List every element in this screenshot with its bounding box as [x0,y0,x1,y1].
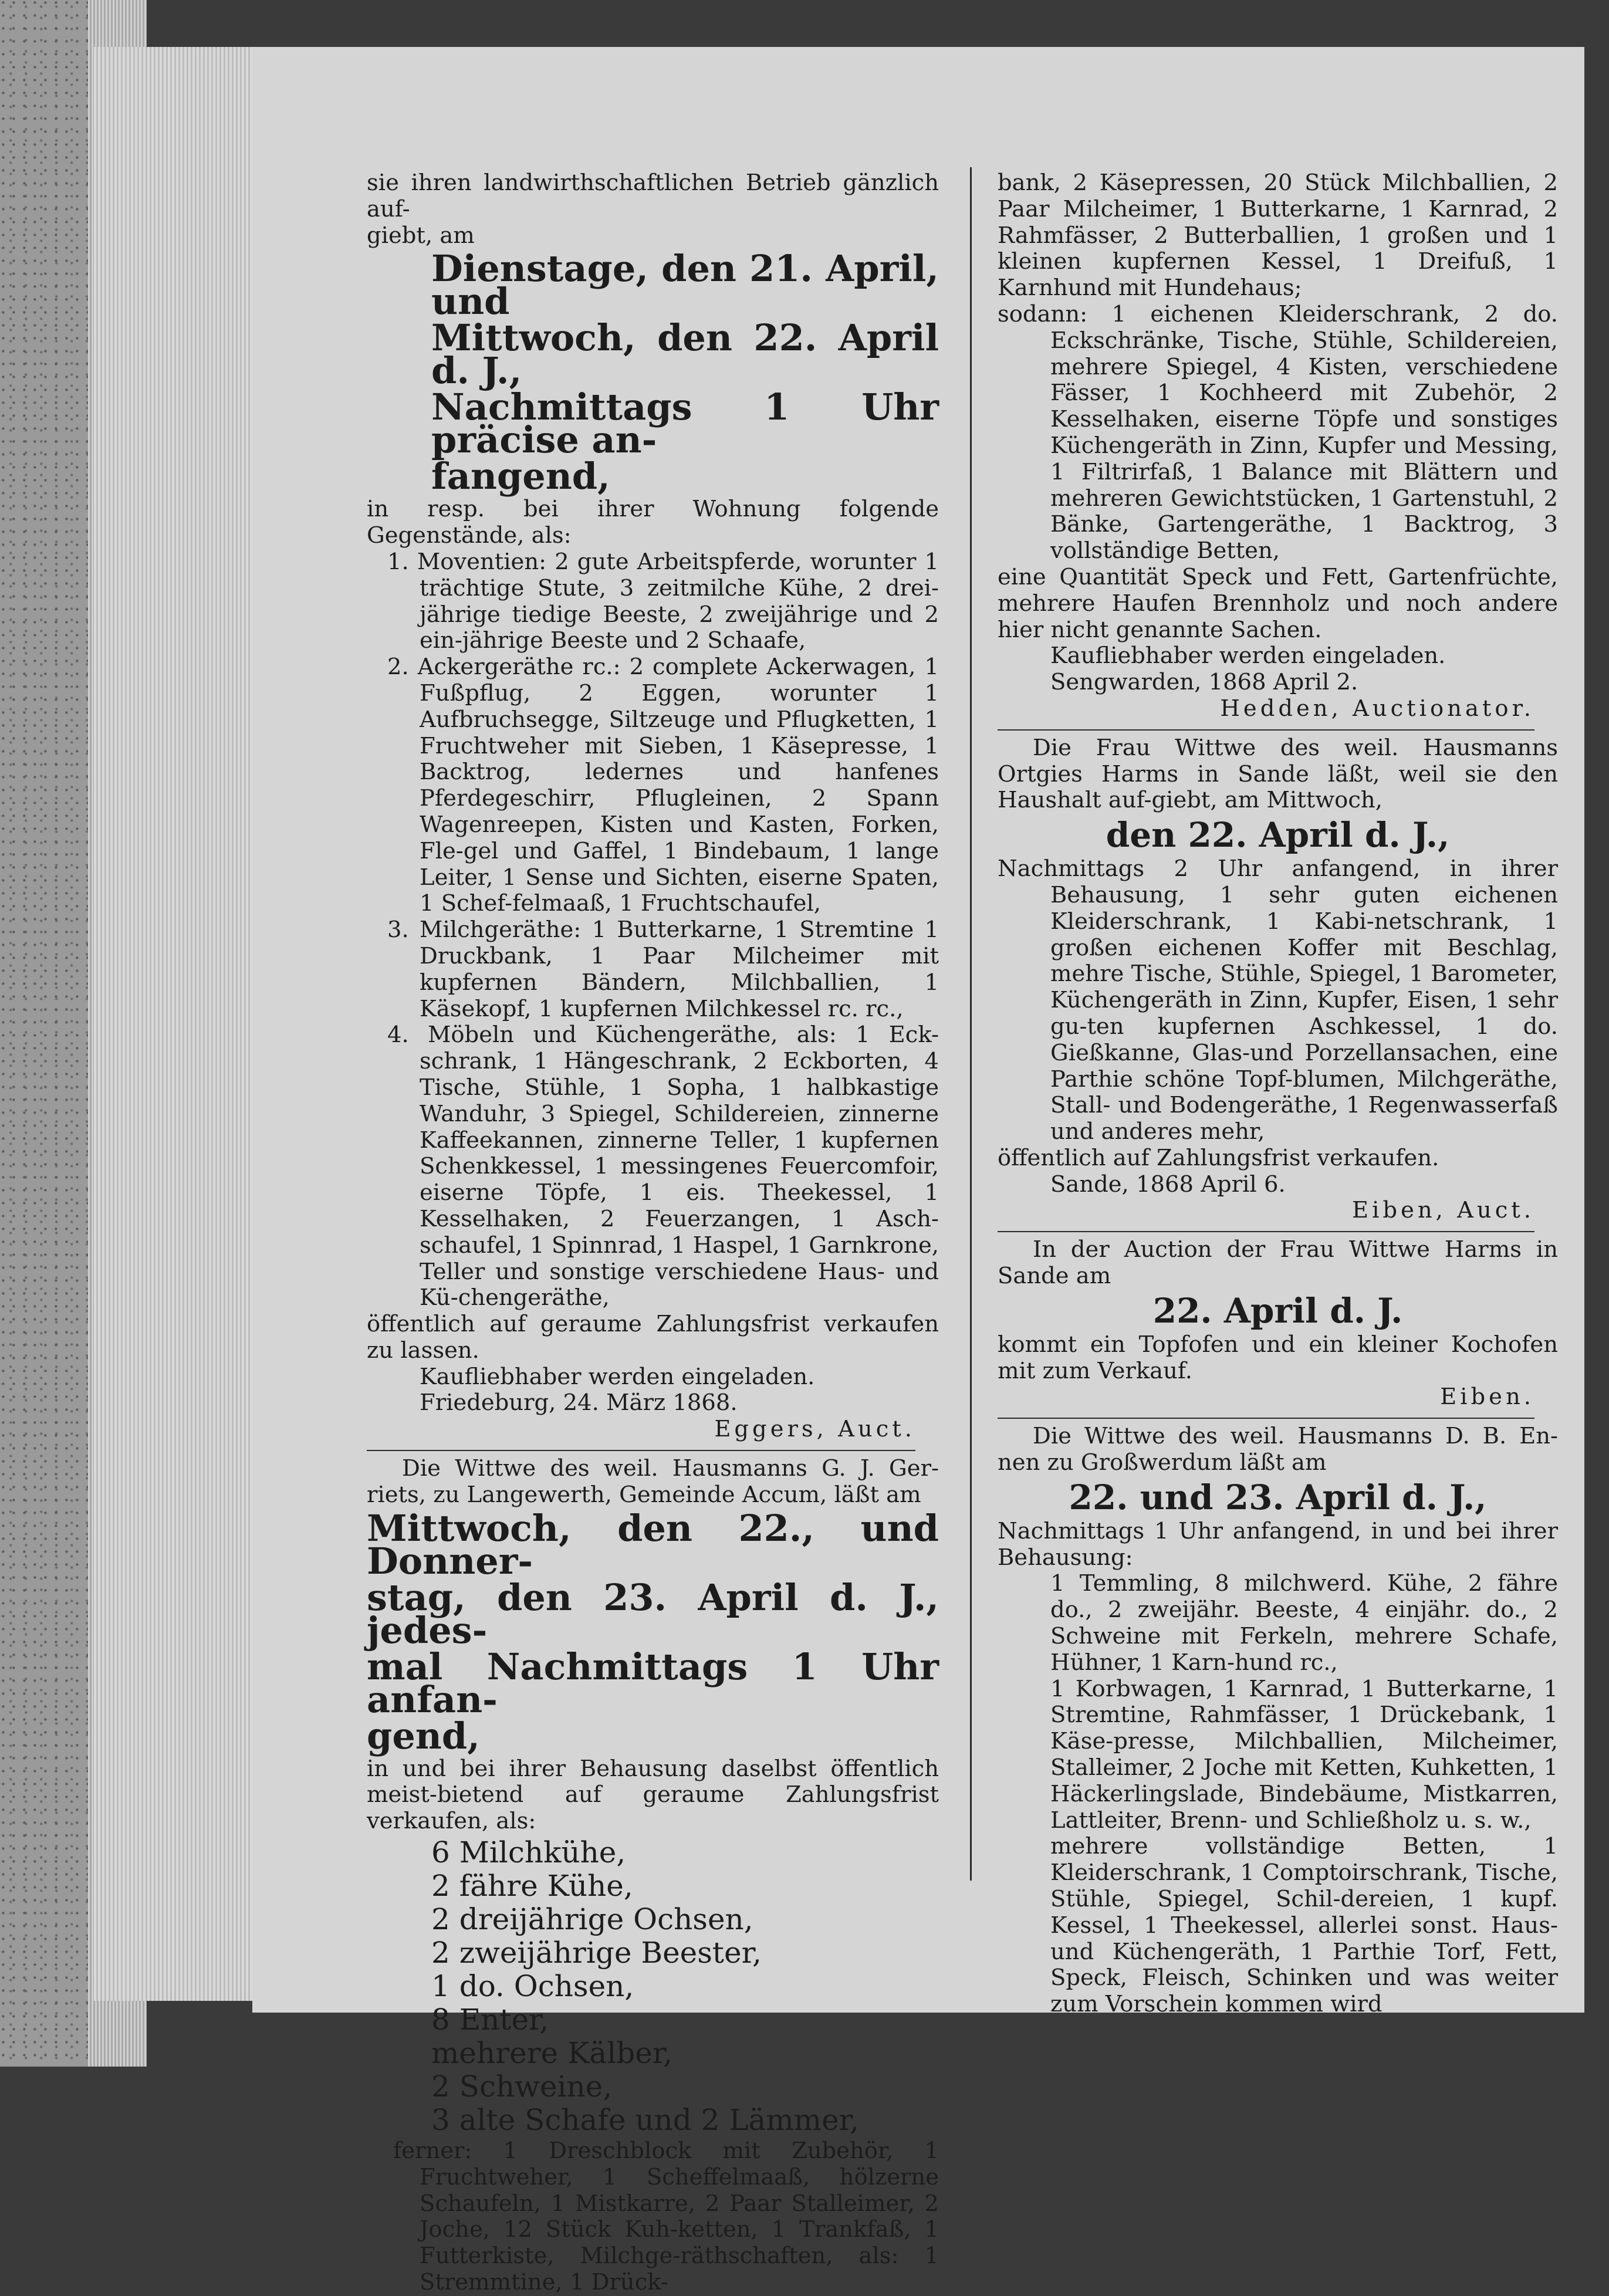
heading-line: stag, den 23. April d. J., jedes- [367,1575,939,1652]
text-line: mehrere vollständige Betten, 1 Kleiderschrank, 1 Comptoirschrank, Tische, Stühle, Spiegel, Schil-dereien, 1 kupf. Kessel, 1 Theekessel, allerlei sonst. Haus- und Küchengeräth, 1 Parthie Torf, Fett, Speck, Fleisch, Schinken und was weiter zum Vorschein kommen wird [1050,1833,1558,2018]
column-rule [970,167,972,1881]
text-line: 1 Temmling, 8 milchwerd. Kühe, 2 fähre do., 2 zweijähr. Beeste, 4 einjähr. do., 2 Schweine mit Ferkeln, mehrere Schafe, Hühner, 1 Karn-hund rc., [1050,1570,1558,1676]
list-item: 6 Milchkühe, [431,1835,626,1870]
list-item: 3 alte Schafe und 2 Lämmer, [431,2103,860,2138]
heading-line: fangend, [431,455,610,498]
text-line: 1 Korbwagen, 1 Karnrad, 1 Butterkarne, 1 Stremtine, Rahmfässer, 1 Drückebank, 1 Käse-presse, Milchballien, Milcheimer, Stalleimer, 2 Joche mit Ketten, Kuhketten, 1 Häckerlingslade, Bindebäume, Mistkarren, Lattleiter, Brenn- und Schließholz u. s. w., [1050,1675,1558,1834]
separator [367,1450,915,1451]
text-line: öffentlich auf geraume Zahlungsfrist verkaufen zu lassen. [367,1311,939,1364]
heading-line: Mittwoch, den 22. April d. J., [431,316,939,393]
signature: Eiben. [1440,1384,1534,1411]
list-item: 3. Milchgeräthe: 1 Butterkarne, 1 Stremtine 1 Druckbank, 1 Paar Milcheimer mit kupfernen Bändern, Milchballien, 1 Käsekopf, 1 kupfernen Milchkessel rc. rc., [387,917,939,1022]
text-line: kommt ein Topfofen und ein kleiner Kochofen mit zum Verkauf. [998,1331,1558,1384]
text-line: Sengwarden, 1868 April 2. [1050,669,1358,696]
text-line: in und bei ihrer Behausung daselbst öffentlich meist-bietend auf geraume Zahlungsfrist verkaufen, als: [367,1755,939,1835]
text-line: Die Frau Wittwe des weil. Hausmanns Ortgies Harms in Sande läßt, weil sie den Haushalt auf-giebt, am Mittwoch, [998,734,1558,814]
text-line: bank, 2 Käsepressen, 20 Stück Milchballien, 2 Paar Milcheimer, 1 Butterkarne, 1 Karnrad, 2 Rahmfässer, 2 Butterballien, 1 großen und 1 kleinen kupfernen Kessel, 1 Dreifuß, 1 Karnhund mit Hundehaus; [998,170,1558,302]
right-column [998,170,1558,2018]
list-item: 1 do. Ochsen, [431,1969,634,2004]
list-item: 4. Möbeln und Küchengeräthe, als: 1 Eck-schrank, 1 Hängeschrank, 2 Eckborten, 4 Tische, Stühle, 1 Sopha, 1 halbkastige Wanduhr, 3 Spiegel, Schildereien, zinnerne Kaffeekannen, zinnerne Teller, 1 kupfernen Schenkkessel, 1 messingenes Feuercomfoir, eiserne Töpfe, 1 eis. Theekessel, 1 Kesselhaken, 2 Feuerzangen, 1 Asch-schaufel, 1 Spinnrad, 1 Haspel, 1 Garnkrone, Teller und sonstige verschiedene Haus- und Kü-chengeräthe, [387,1022,939,1311]
heading-line: gend, [367,1714,480,1757]
text-line: Friedeburg, 24. März 1868. [420,1389,738,1416]
text-line: Sande, 1868 April 6. [1050,1171,1286,1198]
signature: Eiben, Auct. [1352,1197,1534,1224]
text-line: in resp. bei ihrer Wohnung folgende Gegenstände, als: [367,496,939,549]
text-line: In der Auction der Frau Wittwe Harms in Sande am [998,1236,1558,1290]
separator [998,729,1534,731]
separator [998,1231,1534,1232]
page-stack [94,47,258,2001]
list-item: 2. Ackergeräthe rc.: 2 complete Ackerwagen, 1 Fußpflug, 2 Eggen, worunter 1 Aufbruchsegge, Siltzeuge und Pflugketten, 1 Fruchtweher mit Sieben, 1 Käsepresse, 1 Backtrog, ledernes und hanfenes Pferdegeschirr, Pflugleinen, 2 Spann Wagenreepen, Kisten und Kasten, Forken, Fle-gel und Gaffel, 1 Bindebaum, 1 lange Leiter, 1 Sense und Sichten, eiserne Spaten, 1 Schef-felmaaß, 1 Fruchtschaufel, [387,654,939,917]
text-line: Nachmittags 1 Uhr anfangend, in und bei ihrer Behausung: [998,1517,1558,1571]
list-item: 2 zweijährige Beester, [431,1936,762,1970]
text-line: Die Wittwe des weil. Hausmanns G. J. Ger-riets, zu Langewerth, Gemeinde Accum, läßt am [367,1455,939,1508]
text-line: Kaufliebhaber werden eingeladen. [1050,643,1446,669]
list-item: mehrere Kälber, [431,2036,673,2071]
list-item: 2 fähre Kühe, [431,1869,633,1903]
book-edge-speckle [0,0,88,2067]
separator [998,1418,1534,1419]
text-line: sodann: 1 eichenen Kleiderschrank, 2 do. Eckschränke, Tische, Stühle, Schildereien, mehrere Spiegel, 4 Kisten, verschiedene Fässer, 1 Kochheerd mit Zubehör, 2 Kesselhaken, eiserne Töpfe und sonstiges Küchengeräth in Zinn, Kupfer und Messing, 1 Filtrirfaß, 1 Balance mit Blättern und mehreren Gewichtstücken, 1 Gartenstuhl, 2 Bänke, Gartengeräthe, 1 Backtrog, 3 vollständige Betten, [998,300,1558,564]
heading-line: Dienstage, den 21. April, und [431,247,939,323]
list-item: 2 dreijährige Ochsen, [431,1902,753,1937]
list-item: 2 Schweine, [431,2070,613,2104]
text-line: sie ihren landwirthschaftlichen Betrieb gänzlich auf- [367,170,939,222]
heading-line: 22. und 23. April d. J., [1069,1477,1487,1517]
heading-line: 22. April d. J. [1152,1290,1403,1331]
text-line: ferner: 1 Dreschblock mit Zubehör, 1 Fruchtweher, 1 Scheffelmaaß, hölzerne Schaufeln, 1 Mistkarre, 2 Paar Stalleimer, 2 Joche, 12 Stück Kuh-ketten, 1 Trankfaß, 1 Futterkiste, Milchge-räthschaften, als: 1 Stremmtine, 1 Drück- [393,2138,939,2296]
text-line: eine Quantität Speck und Fett, Gartenfrüchte, mehrere Haufen Brennholz und noch andere hier nicht genannte Sachen. [998,563,1558,643]
text-line: giebt, am [367,222,475,249]
signature: Eggers, Auct. [714,1416,915,1443]
left-column [367,170,939,2296]
list-item: 8 Enter, [431,2003,549,2037]
heading-line: mal Nachmittags 1 Uhr anfan- [367,1645,939,1721]
text-line: Nachmittags 2 Uhr anfangend, in ihrer Behausung, 1 sehr guten eichenen Kleiderschrank, 1 Kabi-netschrank, 1 großen eichenen Koffer mit Beschlag, mehre Tische, Stühle, Spiegel, 1 Barometer, Küchengeräth in Zinn, Kupfer, Eisen, 1 sehr gu-ten kupfernen Aschkessel, 1 do. Gießkanne, Glas-und Porzellansachen, eine Parthie schöne Topf-blumen, Milchgeräthe, Stall- und Bodengeräthe, 1 Regenwasserfaß und anderes mehr, [998,855,1558,1145]
signature: Hedden, Auctionator. [1220,695,1534,722]
heading-line: den 22. April d. J., [1106,815,1450,855]
text-line: Die Wittwe des weil. Hausmanns D. B. En-nen zu Großwerdum läßt am [998,1423,1558,1476]
text-line: öffentlich auf Zahlungsfrist verkaufen. [998,1144,1439,1171]
heading-line: Mittwoch, den 22., und Donner- [367,1506,939,1582]
list-item: 1. Moventien: 2 gute Arbeitspferde, worunter 1 trächtige Stute, 3 zeitmilche Kühe, 2 drei-jährige tiedige Beeste, 2 zweijährige und 2 ein-jährige Beeste und 2 Schaafe, [387,548,939,654]
heading-line: Nachmittags 1 Uhr präcise an- [431,386,939,462]
text-line: Kaufliebhaber werden eingeladen. [420,1363,815,1390]
